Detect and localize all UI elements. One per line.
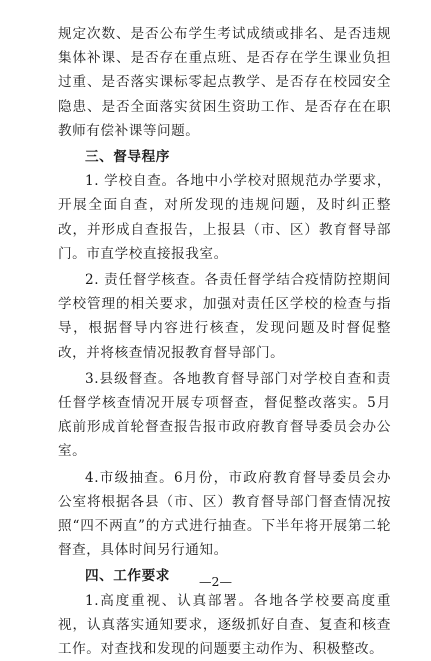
paragraph-supervisor-verification: 2. 责任督学核查。各责任督学结合疫情防控期间学校管理的相关要求，加强对责任区学校的检查与指导，根据督导内容进行核查，发现问题及时督促整改，并将核查情况报教育督导部门。 [58, 272, 391, 361]
paragraph-city-spot-check: 4.市级抽查。6月份，市政府教育督导委员会办公室将根据各县（市、区）教育督导部门督查情况按照“四不两直”的方式进行抽查。下半年将开展第二轮督查，具体时间另行通知。 [58, 469, 391, 559]
page-number: —2— [199, 574, 232, 589]
paragraph-school-self-check: 1. 学校自查。各地中小学校对照规范办学要求，开展全面自查，对所发现的违规问题，及时纠正整改，并形成自查报告，上报县（市、区）教育督导部门。市直学校直接报我室。 [58, 173, 391, 262]
paragraph-continuation: 规定次数、是否公布学生考试成绩或排名、是否违规集体补课、是否存在重点班、是否存在学生课业负担过重、是否落实课标零起点教学、是否存在校园安全隐患、是否全面落实贫困生资助工作、是否存在在职教师有偿补课等问题。 [58, 26, 391, 139]
section-heading-supervision-procedure: 三、督导程序 [85, 149, 170, 166]
paragraph-county-inspection: 3.县级督查。各地教育督导部门对学校自查和责任督学核查情况开展专项督查，督促整改落实。5月底前形成首轮督查报告报市政府教育督导委员会办公室。 [58, 370, 391, 460]
paragraph-attach-importance: 1.高度重视、认真部署。各地各学校要高度重视，认真落实通知要求，逐级抓好自查、复查和核查工作。对查找和发现的问题要主动作为、积极整改。 [58, 592, 391, 658]
section-heading-work-requirements: 四、工作要求 [85, 568, 170, 585]
